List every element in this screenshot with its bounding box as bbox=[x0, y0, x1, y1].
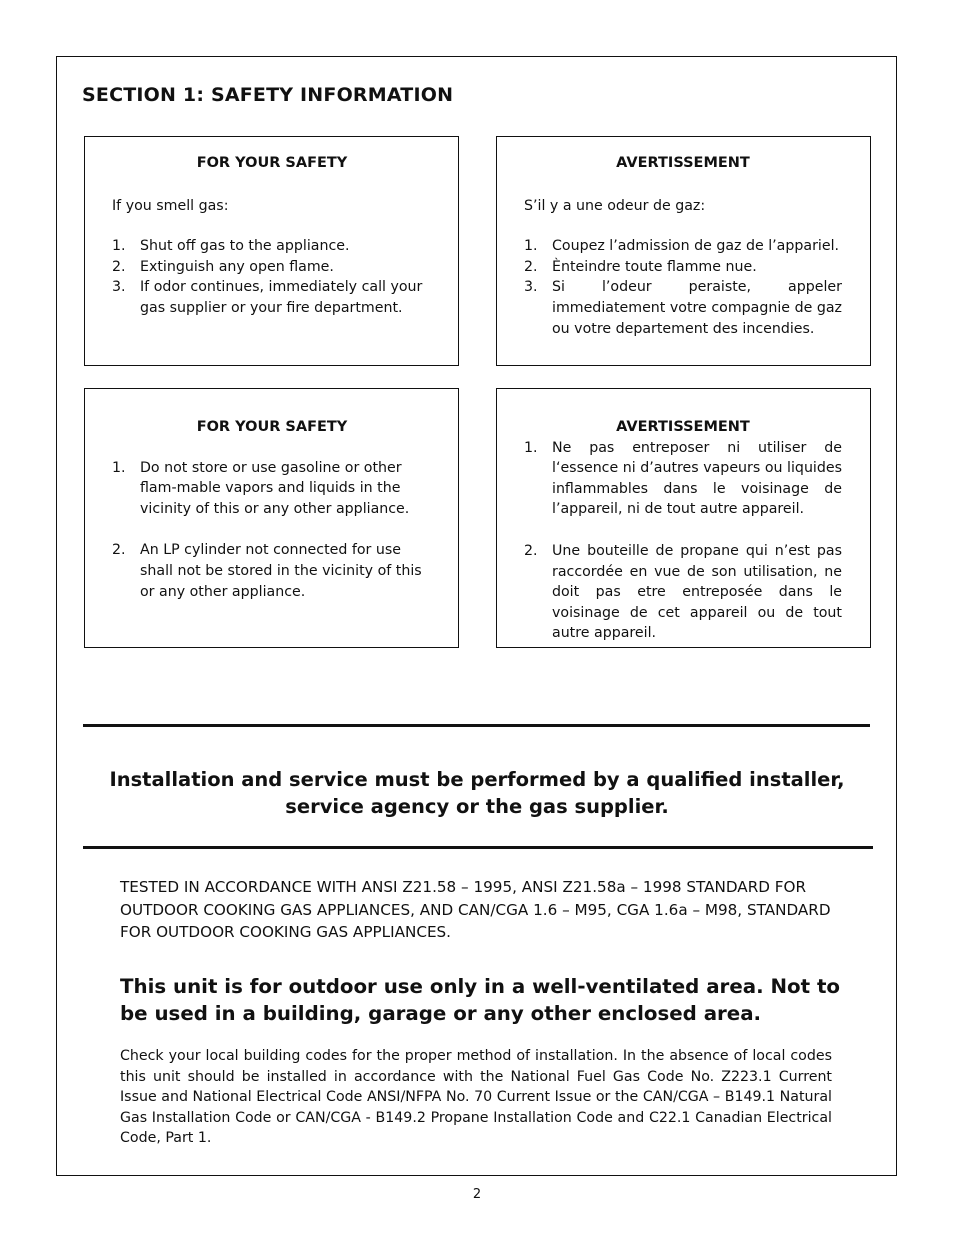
list-item: 1. Shut off gas to the appliance. bbox=[112, 238, 350, 255]
divider-top bbox=[83, 724, 870, 727]
list-item: 1. Coupez l’admission de gaz de l’appariel. bbox=[524, 238, 840, 255]
box-intro: If you smell gas: bbox=[112, 197, 229, 214]
section-title: SECTION 1: SAFETY INFORMATION bbox=[82, 84, 454, 106]
tested-standards-text: TESTED IN ACCORDANCE WITH ANSI Z21.58 – 1995, ANSI Z21.58a – 1998 STANDARD FOR OUTDOOR COOKING GAS APPLIANCES, AND CAN/CGA 1.6 – M95, CGA 1.6a – M98, STANDARD FOR OUTDOOR COOKING GAS APPLIANCES. bbox=[120, 878, 831, 942]
safety-list bbox=[524, 438, 842, 644]
safety-box-french-storage bbox=[496, 388, 871, 648]
qualified-installer-notice: Installation and service must be performed by a qualified installer, service agency or the gas supplier. bbox=[109, 768, 845, 818]
safety-list bbox=[112, 458, 432, 603]
list-item: 3. Si l’odeur peraiste, appeler immediatement votre compagnie de gaz ou votre departement des incendies. bbox=[524, 279, 842, 337]
outdoor-use-warning: This unit is for outdoor use only in a well-ventilated area. Not to be used in a building, garage or any other enclosed area. bbox=[120, 975, 841, 1025]
list-item: 2. Ènteindre toute flamme nue. bbox=[524, 258, 757, 275]
safety-list bbox=[524, 236, 842, 339]
building-codes-paragraph: Check your local building codes for the proper method of installation. In the absence of local codes this unit should be installed in accordance with the National Fuel Gas Code No. Z223.1 Current Issue and National Electrical Code ANSI/NFPA No. 70 Current Issue or the CAN/CGA – B149.1 Natural Gas Installation Code or CAN/CGA - B149.2 Propane Installation Code and C22.1 Canadian Electrical Code, Part 1. bbox=[120, 1048, 832, 1147]
box-title: AVERTISSEMENT bbox=[616, 155, 750, 171]
safety-list bbox=[112, 236, 432, 318]
list-item: 2. An LP cylinder not connected for use shall not be stored in the vicinity of this or any other appliance. bbox=[112, 542, 422, 600]
box-title: AVERTISSEMENT bbox=[616, 419, 750, 435]
page-number: 2 bbox=[472, 1187, 482, 1202]
safety-box-english-storage bbox=[84, 388, 459, 648]
list-item: 3. If odor continues, immediately call your gas supplier or your fire department. bbox=[112, 279, 423, 316]
divider-bottom bbox=[83, 846, 873, 849]
list-item: 1. Ne pas entreposer ni utiliser de l‘essence ni d’autres vapeurs ou liquides inflammables dans le voisinage de l’appareil, ni de tout autre appareil. bbox=[524, 439, 842, 518]
box-title: FOR YOUR SAFETY bbox=[196, 419, 348, 435]
box-title: FOR YOUR SAFETY bbox=[196, 155, 348, 171]
box-intro: S’il y a une odeur de gaz: bbox=[524, 197, 706, 214]
list-item: 2. Extinguish any open flame. bbox=[112, 258, 334, 275]
safety-box-french-gas bbox=[496, 136, 871, 366]
list-item: 1. Do not store or use gasoline or other flam-mable vapors and liquids in the vicinity of this or any other appliance. bbox=[112, 459, 410, 517]
safety-box-english-gas bbox=[84, 136, 459, 366]
list-item: 2. Une bouteille de propane qui n’est pas raccordée en vue de son utilisation, ne doit pas etre entreposée dans le voisinage de cet appareil ou de tout autre appareil. bbox=[524, 542, 842, 642]
